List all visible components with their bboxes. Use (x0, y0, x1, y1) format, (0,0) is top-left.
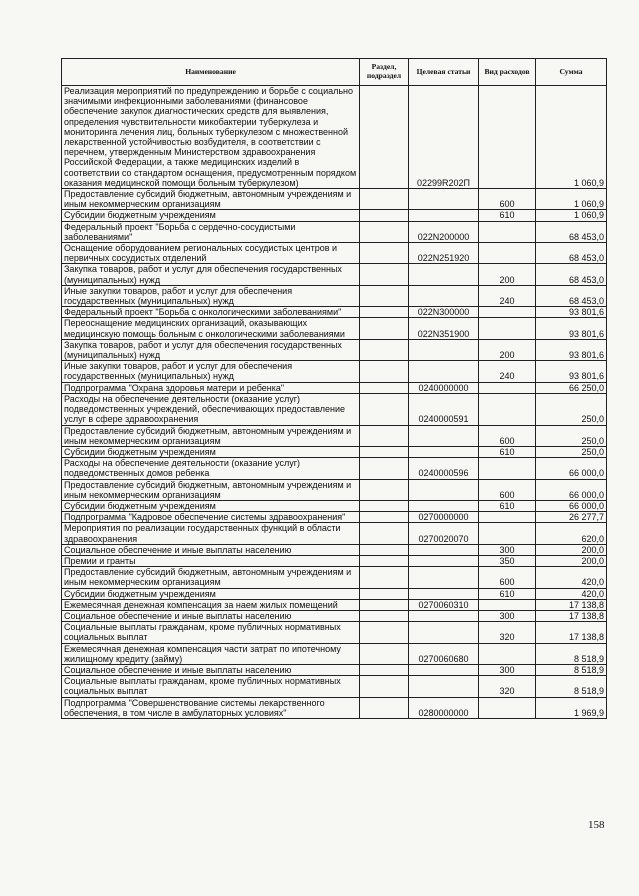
table-row (62, 588, 607, 599)
cell-type (479, 523, 536, 544)
cell-type (479, 382, 536, 393)
cell-section (360, 643, 409, 664)
cell-type (479, 599, 536, 610)
cell-type: 320 (479, 622, 536, 643)
cell-name: Предоставление субсидий бюджетным, автономным учреждениям и иным некоммерческим организациям (62, 567, 360, 588)
table-row (62, 555, 607, 566)
cell-type: 240 (479, 285, 536, 306)
cell-type: 610 (479, 210, 536, 221)
cell-section (360, 500, 409, 511)
table-header-row (62, 59, 607, 86)
cell-type (479, 393, 536, 425)
cell-name: Закупка товаров, работ и услуг для обеспечения государственных (муниципальных) нужд (62, 339, 360, 360)
table-row (62, 285, 607, 306)
cell-target: 0280000000 (409, 697, 479, 718)
cell-type: 200 (479, 264, 536, 285)
cell-name: Реализация мероприятий по предупреждению и борьбе с социально значимыми инфекционными заболеваниями (финансовое обеспечение закупок диагностических средств для выявления, определения чувствительности микобактерии туберкулеза и мониторинга лечения лиц, больных туберкулезом с множественной лекарственной устойчивостью возбудителя, в соответствии с перечнем, утвержденным Министерством здравоохранения Российской Федерации, а также медицинских изделий в соответствии со стандартом оснащения, предусмотренным порядком оказания медицинской помощи больным туберкулезом) (62, 86, 360, 189)
cell-section (360, 676, 409, 697)
cell-target (409, 500, 479, 511)
table-row (62, 446, 607, 457)
cell-target (409, 479, 479, 500)
cell-target: 0270060680 (409, 643, 479, 664)
cell-section (360, 588, 409, 599)
cell-target: 022N200000 (409, 221, 479, 242)
table-row (62, 307, 607, 318)
table-row (62, 599, 607, 610)
cell-amount: 200,0 (536, 544, 607, 555)
cell-type (479, 643, 536, 664)
table-row (62, 393, 607, 425)
cell-amount: 250,0 (536, 446, 607, 457)
cell-type (479, 221, 536, 242)
cell-amount: 66 000,0 (536, 458, 607, 479)
cell-amount: 1 969,9 (536, 697, 607, 718)
cell-target: 0270060310 (409, 599, 479, 610)
table-body (62, 86, 607, 719)
cell-section (360, 622, 409, 643)
cell-name: Предоставление субсидий бюджетным, автономным учреждениям и иным некоммерческим организациям (62, 425, 360, 446)
cell-name: Подпрограмма "Охрана здоровья матери и ребенка" (62, 382, 360, 393)
cell-type: 200 (479, 339, 536, 360)
cell-type: 300 (479, 610, 536, 621)
cell-type: 320 (479, 676, 536, 697)
cell-target: 0240000596 (409, 458, 479, 479)
cell-name: Закупка товаров, работ и услуг для обеспечения государственных (муниципальных) нужд (62, 264, 360, 285)
cell-amount: 250,0 (536, 425, 607, 446)
table-row (62, 622, 607, 643)
cell-name: Предоставление субсидий бюджетным, автономным учреждениям и иным некоммерческим организациям (62, 479, 360, 500)
cell-type: 600 (479, 189, 536, 210)
header-name: Наименование (62, 59, 360, 86)
cell-name: Предоставление субсидий бюджетным, автономным учреждениям и иным некоммерческим организациям (62, 189, 360, 210)
cell-section (360, 189, 409, 210)
cell-name: Иные закупки товаров, работ и услуг для обеспечения государственных (муниципальных) нужд (62, 361, 360, 382)
cell-type (479, 307, 536, 318)
cell-amount: 66 000,0 (536, 479, 607, 500)
cell-target (409, 264, 479, 285)
cell-amount: 17 138,8 (536, 622, 607, 643)
cell-name: Социальные выплаты гражданам, кроме публичных нормативных социальных выплат (62, 622, 360, 643)
cell-name: Федеральный проект "Борьба с сердечно-сосудистыми заболеваниями" (62, 221, 360, 242)
cell-amount: 8 518,9 (536, 664, 607, 675)
cell-amount: 8 518,9 (536, 643, 607, 664)
cell-amount: 8 518,9 (536, 676, 607, 697)
table-row (62, 382, 607, 393)
cell-target (409, 610, 479, 621)
budget-table (61, 58, 607, 719)
cell-section (360, 318, 409, 339)
table-row (62, 458, 607, 479)
cell-section (360, 567, 409, 588)
cell-target (409, 285, 479, 306)
cell-section (360, 610, 409, 621)
cell-name: Расходы на обеспечение деятельности (оказание услуг) подведомственных домов ребенка (62, 458, 360, 479)
cell-target (409, 189, 479, 210)
cell-type (479, 512, 536, 523)
cell-amount: 17 138,8 (536, 599, 607, 610)
cell-section (360, 382, 409, 393)
cell-amount: 93 801,6 (536, 339, 607, 360)
cell-target (409, 446, 479, 457)
cell-section (360, 243, 409, 264)
table-row (62, 500, 607, 511)
cell-target (409, 425, 479, 446)
cell-section (360, 86, 409, 189)
cell-name: Подпрограмма "Совершенствование системы лекарственного обеспечения, в том числе в амбулаторных условиях" (62, 697, 360, 718)
cell-type (479, 243, 536, 264)
cell-section (360, 425, 409, 446)
cell-amount: 68 453,0 (536, 264, 607, 285)
cell-name: Подпрограмма "Кадровое обеспечение системы здравоохранения" (62, 512, 360, 523)
cell-name: Расходы на обеспечение деятельности (оказание услуг) подведомственных учреждений, обеспечивающих предоставление услуг в сфере здравоохранения (62, 393, 360, 425)
cell-type (479, 86, 536, 189)
cell-amount: 420,0 (536, 588, 607, 599)
table-row (62, 523, 607, 544)
cell-amount: 68 453,0 (536, 221, 607, 242)
cell-amount: 68 453,0 (536, 285, 607, 306)
cell-target: 022N251920 (409, 243, 479, 264)
cell-amount: 620,0 (536, 523, 607, 544)
cell-amount: 1 060,9 (536, 86, 607, 189)
cell-section (360, 544, 409, 555)
cell-target (409, 555, 479, 566)
table-row (62, 512, 607, 523)
cell-target: 0270000000 (409, 512, 479, 523)
header-section: Раздел, подраздел (360, 59, 409, 86)
cell-type (479, 697, 536, 718)
cell-type: 240 (479, 361, 536, 382)
cell-amount: 68 453,0 (536, 243, 607, 264)
cell-type: 600 (479, 425, 536, 446)
cell-amount: 66 000,0 (536, 500, 607, 511)
cell-section (360, 307, 409, 318)
cell-section (360, 479, 409, 500)
cell-section (360, 599, 409, 610)
cell-name: Федеральный проект "Борьба с онкологическими заболеваниями" (62, 307, 360, 318)
cell-type: 350 (479, 555, 536, 566)
header-target: Целевая статьи (409, 59, 479, 86)
cell-target: 022N300000 (409, 307, 479, 318)
cell-target: 0240000000 (409, 382, 479, 393)
cell-target (409, 210, 479, 221)
cell-amount: 250,0 (536, 393, 607, 425)
cell-type: 300 (479, 664, 536, 675)
cell-name: Иные закупки товаров, работ и услуг для обеспечения государственных (муниципальных) нужд (62, 285, 360, 306)
cell-section (360, 523, 409, 544)
cell-name: Премии и гранты (62, 555, 360, 566)
cell-amount: 93 801,6 (536, 307, 607, 318)
cell-amount: 93 801,6 (536, 361, 607, 382)
cell-target (409, 676, 479, 697)
cell-amount: 1 060,9 (536, 189, 607, 210)
table-row (62, 210, 607, 221)
cell-section (360, 555, 409, 566)
cell-target: 02299R202П (409, 86, 479, 189)
cell-name: Субсидии бюджетным учреждениям (62, 588, 360, 599)
cell-amount: 17 138,8 (536, 610, 607, 621)
cell-type: 610 (479, 446, 536, 457)
cell-name: Субсидии бюджетным учреждениям (62, 446, 360, 457)
table-row (62, 643, 607, 664)
cell-section (360, 458, 409, 479)
cell-target (409, 622, 479, 643)
table-row (62, 339, 607, 360)
cell-target (409, 339, 479, 360)
cell-name: Субсидии бюджетным учреждениям (62, 210, 360, 221)
cell-amount: 26 277,7 (536, 512, 607, 523)
cell-amount: 1 060,9 (536, 210, 607, 221)
table-row (62, 361, 607, 382)
cell-section (360, 664, 409, 675)
cell-name: Социальное обеспечение и иные выплаты населению (62, 544, 360, 555)
cell-target (409, 544, 479, 555)
cell-type: 600 (479, 567, 536, 588)
cell-name: Оснащение оборудованием региональных сосудистых центров и первичных сосудистых отделений (62, 243, 360, 264)
cell-name: Переоснащение медицинских организаций, оказывающих медицинскую помощь больным с онкологическими заболеваниями (62, 318, 360, 339)
table-row (62, 425, 607, 446)
cell-section (360, 221, 409, 242)
cell-target (409, 588, 479, 599)
cell-target: 022N351900 (409, 318, 479, 339)
cell-name: Социальные выплаты гражданам, кроме публичных нормативных социальных выплат (62, 676, 360, 697)
cell-section (360, 697, 409, 718)
table-row (62, 610, 607, 621)
cell-amount: 93 801,6 (536, 318, 607, 339)
cell-type: 600 (479, 479, 536, 500)
cell-section (360, 393, 409, 425)
table-row (62, 264, 607, 285)
table-row (62, 479, 607, 500)
table-row (62, 221, 607, 242)
cell-type: 300 (479, 544, 536, 555)
cell-type (479, 458, 536, 479)
cell-amount: 200,0 (536, 555, 607, 566)
cell-section (360, 339, 409, 360)
cell-section (360, 361, 409, 382)
cell-target (409, 567, 479, 588)
cell-type (479, 318, 536, 339)
cell-section (360, 285, 409, 306)
cell-type: 610 (479, 588, 536, 599)
cell-name: Субсидии бюджетным учреждениям (62, 500, 360, 511)
cell-section (360, 446, 409, 457)
cell-name: Мероприятия по реализации государственных функций в области здравоохранения (62, 523, 360, 544)
cell-target: 0270020070 (409, 523, 479, 544)
table-row (62, 318, 607, 339)
table-row (62, 544, 607, 555)
table-row (62, 567, 607, 588)
cell-amount: 66 250,0 (536, 382, 607, 393)
cell-section (360, 512, 409, 523)
cell-name: Ежемесячная денежная компенсация за наем жилых помещений (62, 599, 360, 610)
table-row (62, 86, 607, 189)
cell-section (360, 210, 409, 221)
cell-name: Социальное обеспечение и иные выплаты населению (62, 664, 360, 675)
cell-amount: 420,0 (536, 567, 607, 588)
cell-target: 0240000591 (409, 393, 479, 425)
table-row (62, 697, 607, 718)
header-type: Вид расходов (479, 59, 536, 86)
table-row (62, 664, 607, 675)
header-amount: Сумма (536, 59, 607, 86)
table-row (62, 676, 607, 697)
cell-target (409, 664, 479, 675)
page-number: 158 (588, 819, 605, 831)
cell-name: Ежемесячная денежная компенсация части затрат по ипотечному жилищному кредиту (займу) (62, 643, 360, 664)
table-row (62, 189, 607, 210)
cell-section (360, 264, 409, 285)
cell-type: 610 (479, 500, 536, 511)
table-row (62, 243, 607, 264)
cell-name: Социальное обеспечение и иные выплаты населению (62, 610, 360, 621)
cell-target (409, 361, 479, 382)
